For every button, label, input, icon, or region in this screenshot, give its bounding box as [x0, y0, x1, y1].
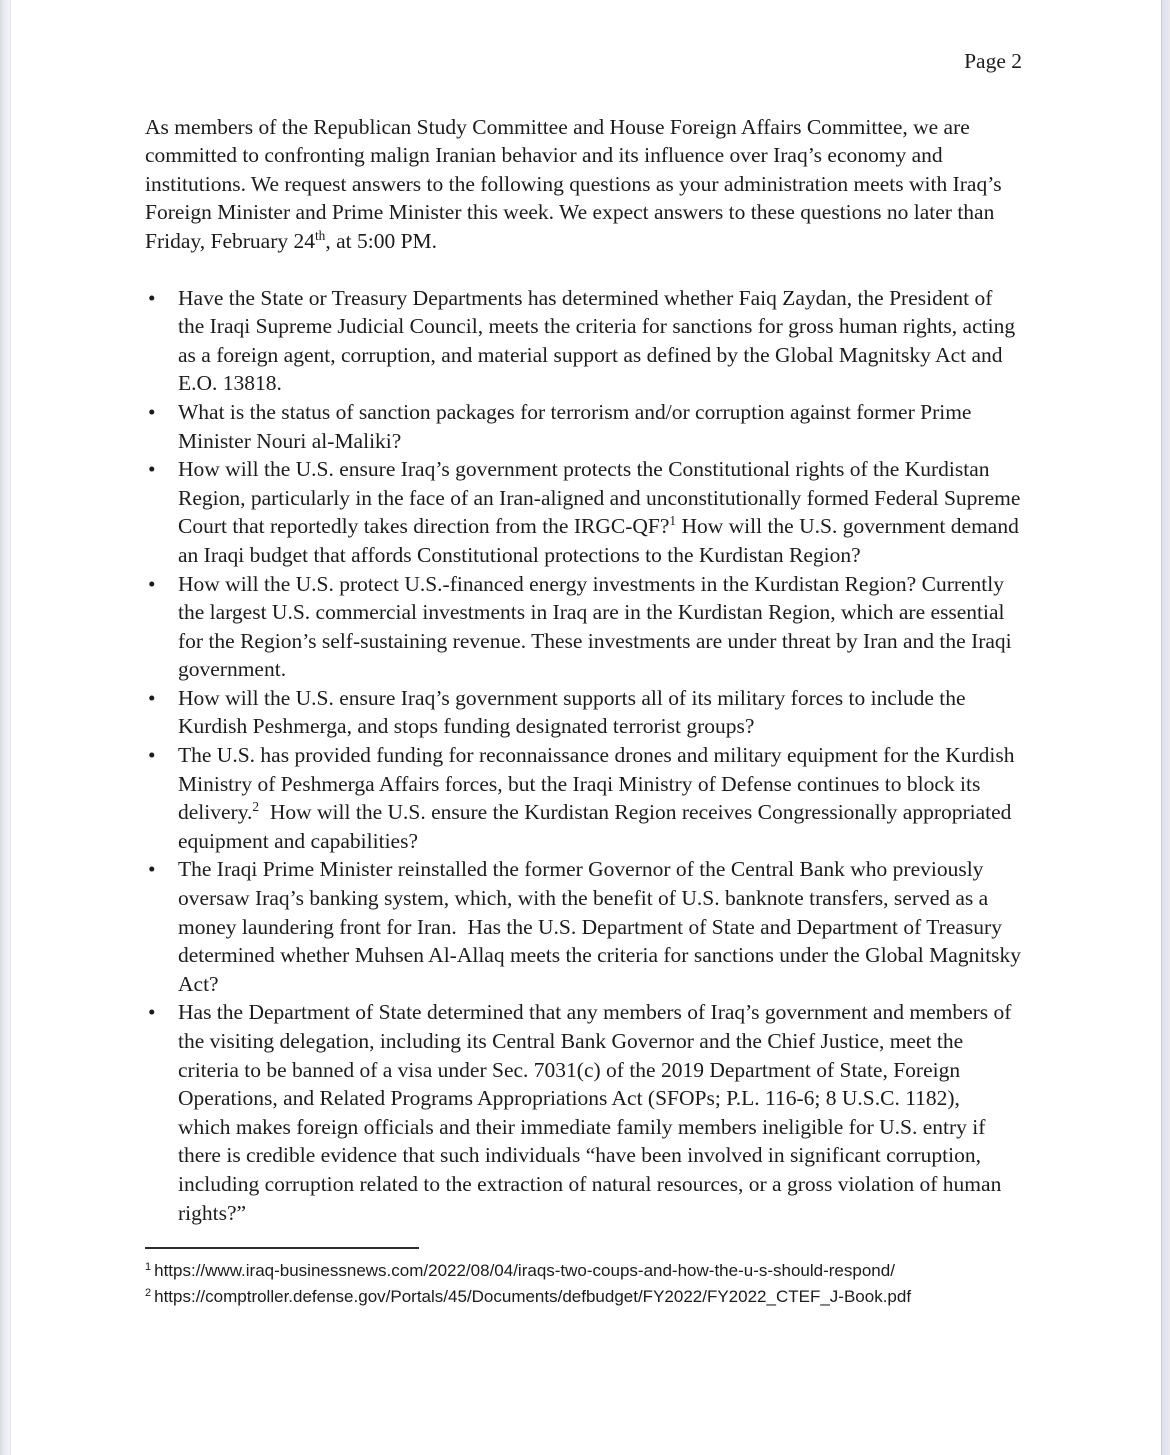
footnote-marker: 1	[145, 1260, 152, 1273]
superscript-marker: 2	[252, 799, 260, 815]
footnote-item	[145, 1258, 1022, 1284]
questions-list	[145, 284, 1022, 1228]
page-number: Page 2	[964, 49, 1022, 73]
footnote-divider	[145, 1247, 419, 1249]
question-item: • How will the U.S. protect U.S.-financed energy investments in the Kurdistan Region? Currently the largest U.S. commercial investments in Iraq are in the Kurdistan Region, which are essential for the Region’s self-sustaining revenue. These investments are under threat by Iran and the Iraqi government.	[178, 570, 1022, 684]
intro-paragraph: As members of the Republican Study Committee and House Foreign Affairs Committee, we are committed to confronting malign Iranian behavior and its influence over Iraq’s economy and institutions. We request answers to the following questions as your administration meets with Iraq’s Foreign Minister and Prime Minister this week. We expect answers to these questions no later than Friday, February 24th, at 5:00 PM.	[145, 114, 1002, 253]
footnote-url: https://www.iraq-businessnews.com/2022/08/04/iraqs-two-coups-and-how-the-u-s-should-respond/	[154, 1261, 895, 1281]
superscript-marker: 1	[669, 513, 677, 529]
question-item: • Have the State or Treasury Departments has determined whether Faiq Zaydan, the President of the Iraqi Supreme Judicial Council, meets the criteria for sanctions for gross human rights, acting as a foreign agent, corruption, and material support as defined by the Global Magnitsky Act and E.O. 13818.	[178, 284, 1022, 398]
footnotes-section	[145, 1247, 1022, 1310]
question-item: • How will the U.S. ensure Iraq’s government supports all of its military forces to include the Kurdish Peshmerga, and stops funding designated terrorist groups?	[178, 684, 1022, 741]
footnote-list	[145, 1258, 1022, 1310]
footnote-marker: 2	[145, 1286, 152, 1299]
scan-edge-right	[1161, 0, 1170, 1455]
question-item: • How will the U.S. ensure Iraq’s government protects the Constitutional rights of the Kurdistan Region, particularly in the face of an Iran-aligned and unconstitutionally formed Federal Supreme Court that reportedly takes direction from the IRGC-QF?$^1$ How will the U.S. government demand an Iraqi budget that affords Constitutional protections to the Kurdistan Region?	[178, 455, 1022, 569]
question-item: • Has the Department of State determined that any members of Iraq’s government and members of the visiting delegation, including its Central Bank Governor and the Chief Justice, meet the criteria to be banned of a visa under Sec. 7031(c) of the 2019 Department of State, Foreign Operations, and Related Programs Appropriations Act (SFOPs; P.L. 116-6; 8 U.S.C. 1182), which makes foreign officials and their immediate family members ineligible for U.S. entry if there is credible evidence that such individuals “have been involved in significant corruption, including corruption related to the extraction of natural resources, or a gross violation of human rights?”	[178, 998, 1022, 1227]
question-item: • What is the status of sanction packages for terrorism and/or corruption against former Prime Minister Nouri al-Maliki?	[178, 398, 1022, 455]
document-page	[145, 0, 1022, 1310]
question-item: • The Iraqi Prime Minister reinstalled the former Governor of the Central Bank who previously oversaw Iraq’s banking system, which, with the benefit of U.S. banknote transfers, served as a money laundering front for Iran. Has the U.S. Department of State and Department of Treasury determined whether Muhsen Al-Allaq meets the criteria for sanctions under the Global Magnitsky Act?	[178, 855, 1022, 998]
footnote-item	[145, 1284, 1022, 1310]
footnote-url: https://comptroller.defense.gov/Portals/45/Documents/defbudget/FY2022/FY2022_CTEF_J-Book.pdf	[154, 1287, 912, 1307]
scan-edge-left	[0, 0, 11, 1455]
superscript-marker: th	[314, 227, 326, 243]
question-item: • The U.S. has provided funding for reconnaissance drones and military equipment for the Kurdish Ministry of Peshmerga Affairs forces, but the Iraqi Ministry of Defense continues to block its delivery.$^2$ How will the U.S. ensure the Kurdistan Region receives Congressionally appropriated equipment and capabilities?	[178, 741, 1022, 855]
